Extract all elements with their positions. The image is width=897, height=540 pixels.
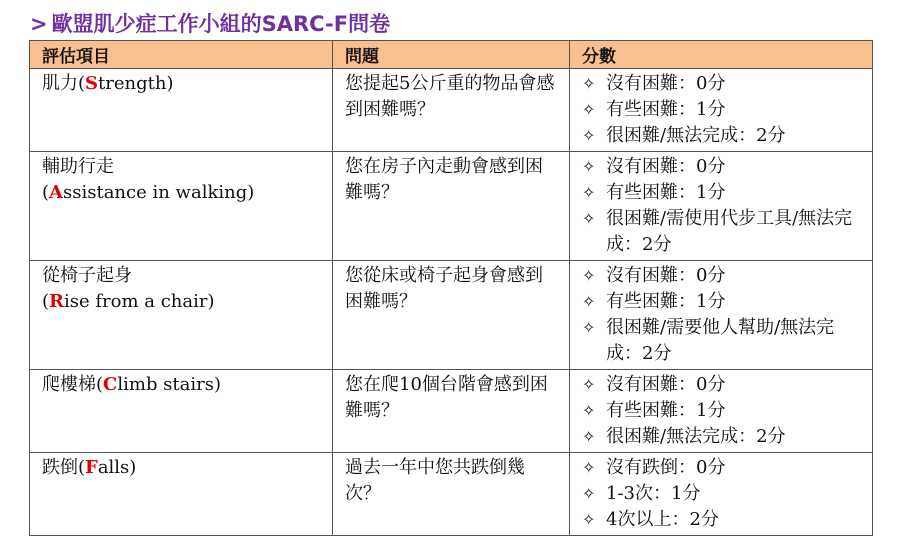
table-row xyxy=(30,152,873,261)
item-cell xyxy=(30,69,333,152)
item-letter: C xyxy=(103,374,118,395)
diamond-bullet-icon: ✧ xyxy=(582,74,596,93)
diamond-bullet-icon: ✧ xyxy=(582,318,596,337)
item-cell xyxy=(30,152,333,261)
diamond-bullet-icon: ✧ xyxy=(582,401,596,420)
table-row xyxy=(30,69,873,152)
score-cell xyxy=(570,261,873,370)
score-option: ✧ 1-3次：1分 xyxy=(582,481,862,507)
question-cell: 您在爬10個台階會感到困難嗎？ xyxy=(333,370,570,453)
item-cell xyxy=(30,261,333,370)
table-row xyxy=(30,261,873,370)
score-cell xyxy=(570,69,873,152)
item-label: (Rise from a chair) xyxy=(42,291,215,312)
header-item: 評估項目 xyxy=(30,41,333,69)
table-row xyxy=(30,453,873,536)
score-cell xyxy=(570,370,873,453)
title-arrow: > xyxy=(30,12,48,36)
diamond-bullet-icon: ✧ xyxy=(582,157,596,176)
item-label: 跌倒(Falls) xyxy=(42,457,137,478)
question-cell: 您提起5公斤重的物品會感到困難嗎？ xyxy=(333,69,570,152)
diamond-bullet-icon: ✧ xyxy=(582,266,596,285)
score-option: ✧ 沒有困難：0分 xyxy=(582,71,862,97)
item-letter: S xyxy=(85,73,99,94)
item-letter: F xyxy=(85,457,98,478)
diamond-bullet-icon: ✧ xyxy=(582,510,596,529)
sarc-f-table xyxy=(29,40,873,536)
score-cell xyxy=(570,453,873,536)
score-option: ✧ 沒有困難：0分 xyxy=(582,372,862,398)
score-cell xyxy=(570,152,873,261)
score-option: ✧ 有些困難：1分 xyxy=(582,398,862,424)
score-option: ✧ 很困難/無法完成：2分 xyxy=(582,424,862,450)
diamond-bullet-icon: ✧ xyxy=(582,458,596,477)
header-row xyxy=(30,41,873,69)
diamond-bullet-icon: ✧ xyxy=(582,375,596,394)
question-cell: 過去一年中您共跌倒幾次？ xyxy=(333,453,570,536)
item-label-line1: 從椅子起身 xyxy=(42,265,132,286)
diamond-bullet-icon: ✧ xyxy=(582,209,596,228)
diamond-bullet-icon: ✧ xyxy=(582,183,596,202)
header-score: 分數 xyxy=(570,41,873,69)
title-text: 歐盟肌少症工作小組的SARC-F問卷 xyxy=(51,12,391,36)
item-label: (Assistance in walking) xyxy=(42,182,255,203)
item-label-line1: 輔助行走 xyxy=(42,156,114,177)
question-cell: 您在房子內走動會感到困難嗎？ xyxy=(333,152,570,261)
score-option: ✧ 4次以上：2分 xyxy=(582,507,862,533)
item-label: 肌力(Strength) xyxy=(42,73,174,94)
score-option: ✧ 有些困難：1分 xyxy=(582,97,862,123)
score-option: ✧ 沒有跌倒：0分 xyxy=(582,455,862,481)
item-letter: R xyxy=(49,291,64,312)
item-letter: A xyxy=(49,182,63,203)
score-option: ✧ 很困難/需使用代步工具/無法完成：2分 xyxy=(582,208,853,255)
document-title xyxy=(30,8,390,38)
table-row xyxy=(30,370,873,453)
question-cell: 您從床或椅子起身會感到困難嗎？ xyxy=(333,261,570,370)
score-option: ✧ 有些困難：1分 xyxy=(582,289,862,315)
header-question: 問題 xyxy=(333,41,570,69)
score-option: ✧ 很困難/無法完成：2分 xyxy=(582,123,862,149)
score-option: ✧ 有些困難：1分 xyxy=(582,180,862,206)
diamond-bullet-icon: ✧ xyxy=(582,100,596,119)
diamond-bullet-icon: ✧ xyxy=(582,292,596,311)
score-option: ✧ 很困難/需要他人幫助/無法完成：2分 xyxy=(582,317,835,364)
item-cell xyxy=(30,370,333,453)
diamond-bullet-icon: ✧ xyxy=(582,126,596,145)
score-option: ✧ 沒有困難：0分 xyxy=(582,263,862,289)
diamond-bullet-icon: ✧ xyxy=(582,484,596,503)
score-option: ✧ 沒有困難：0分 xyxy=(582,154,862,180)
diamond-bullet-icon: ✧ xyxy=(582,427,596,446)
item-label: 爬樓梯(Climb stairs) xyxy=(42,374,222,395)
item-cell xyxy=(30,453,333,536)
